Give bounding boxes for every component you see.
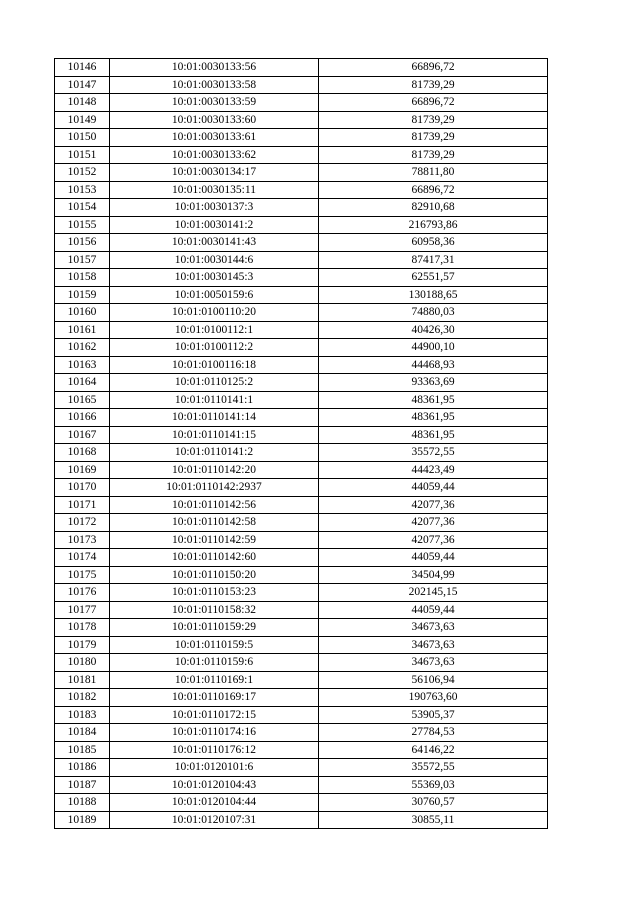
- row-number-cell: 10184: [55, 724, 110, 742]
- row-number-cell: 10164: [55, 374, 110, 392]
- table-row: [55, 514, 548, 532]
- table-row: [55, 531, 548, 549]
- cadastral-value-cell: 34673,63: [319, 636, 548, 654]
- table-row: [55, 584, 548, 602]
- cadastral-number-cell: 10:01:0100116:18: [110, 356, 319, 374]
- row-number-cell: 10179: [55, 636, 110, 654]
- cadastral-value-cell: 81739,29: [319, 111, 548, 129]
- cadastral-number-cell: 10:01:0100112:2: [110, 339, 319, 357]
- cadastral-number-cell: 10:01:0110169:1: [110, 671, 319, 689]
- cadastral-number-cell: 10:01:0110150:20: [110, 566, 319, 584]
- table-row: [55, 706, 548, 724]
- table-row: [55, 601, 548, 619]
- cadastral-number-cell: 10:01:0110159:6: [110, 654, 319, 672]
- cadastral-number-cell: 10:01:0110172:15: [110, 706, 319, 724]
- cadastral-value-cell: 55369,03: [319, 776, 548, 794]
- row-number-cell: 10152: [55, 164, 110, 182]
- cadastral-number-cell: 10:01:0110142:58: [110, 514, 319, 532]
- cadastral-value-table: [54, 58, 548, 829]
- table-row: [55, 181, 548, 199]
- cadastral-value-cell: 74880,03: [319, 304, 548, 322]
- row-number-cell: 10188: [55, 794, 110, 812]
- cadastral-number-cell: 10:01:0110158:32: [110, 601, 319, 619]
- cadastral-value-cell: 60958,36: [319, 234, 548, 252]
- cadastral-number-cell: 10:01:0110125:2: [110, 374, 319, 392]
- row-number-cell: 10181: [55, 671, 110, 689]
- cadastral-number-cell: 10:01:0030134:17: [110, 164, 319, 182]
- table-row: [55, 199, 548, 217]
- cadastral-value-cell: 44059,44: [319, 479, 548, 497]
- table-row: [55, 741, 548, 759]
- cadastral-value-cell: 66896,72: [319, 59, 548, 77]
- cadastral-value-cell: 66896,72: [319, 181, 548, 199]
- row-number-cell: 10151: [55, 146, 110, 164]
- cadastral-number-cell: 10:01:0110142:59: [110, 531, 319, 549]
- table-row: [55, 759, 548, 777]
- table-row: [55, 374, 548, 392]
- cadastral-value-cell: 44900,10: [319, 339, 548, 357]
- row-number-cell: 10172: [55, 514, 110, 532]
- cadastral-value-cell: 190763,60: [319, 689, 548, 707]
- cadastral-value-cell: 93363,69: [319, 374, 548, 392]
- cadastral-number-cell: 10:01:0110142:60: [110, 549, 319, 567]
- table-row: [55, 671, 548, 689]
- cadastral-number-cell: 10:01:0030141:43: [110, 234, 319, 252]
- row-number-cell: 10182: [55, 689, 110, 707]
- cadastral-number-cell: 10:01:0030133:58: [110, 76, 319, 94]
- table-body: [55, 59, 548, 829]
- row-number-cell: 10180: [55, 654, 110, 672]
- table-row: [55, 269, 548, 287]
- cadastral-value-cell: 34673,63: [319, 654, 548, 672]
- cadastral-value-cell: 66896,72: [319, 94, 548, 112]
- cadastral-number-cell: 10:01:0110142:2937: [110, 479, 319, 497]
- row-number-cell: 10149: [55, 111, 110, 129]
- table-row: [55, 619, 548, 637]
- cadastral-value-cell: 81739,29: [319, 129, 548, 147]
- row-number-cell: 10186: [55, 759, 110, 777]
- cadastral-value-cell: 35572,55: [319, 759, 548, 777]
- table-row: [55, 724, 548, 742]
- table-row: [55, 76, 548, 94]
- cadastral-value-cell: 53905,37: [319, 706, 548, 724]
- cadastral-value-cell: 62551,57: [319, 269, 548, 287]
- row-number-cell: 10187: [55, 776, 110, 794]
- table-row: [55, 776, 548, 794]
- cadastral-number-cell: 10:01:0030133:56: [110, 59, 319, 77]
- cadastral-value-cell: 87417,31: [319, 251, 548, 269]
- cadastral-value-cell: 42077,36: [319, 496, 548, 514]
- cadastral-number-cell: 10:01:0110176:12: [110, 741, 319, 759]
- row-number-cell: 10158: [55, 269, 110, 287]
- cadastral-number-cell: 10:01:0030141:2: [110, 216, 319, 234]
- table-row: [55, 146, 548, 164]
- table-row: [55, 339, 548, 357]
- row-number-cell: 10148: [55, 94, 110, 112]
- cadastral-value-cell: 40426,30: [319, 321, 548, 339]
- cadastral-number-cell: 10:01:0120107:31: [110, 811, 319, 829]
- table-row: [55, 356, 548, 374]
- cadastral-value-cell: 81739,29: [319, 146, 548, 164]
- table-row: [55, 321, 548, 339]
- cadastral-number-cell: 10:01:0030144:6: [110, 251, 319, 269]
- cadastral-value-cell: 48361,95: [319, 426, 548, 444]
- row-number-cell: 10146: [55, 59, 110, 77]
- cadastral-number-cell: 10:01:0100112:1: [110, 321, 319, 339]
- cadastral-value-cell: 34673,63: [319, 619, 548, 637]
- cadastral-number-cell: 10:01:0110174:16: [110, 724, 319, 742]
- row-number-cell: 10166: [55, 409, 110, 427]
- cadastral-value-cell: 35572,55: [319, 444, 548, 462]
- table-row: [55, 654, 548, 672]
- row-number-cell: 10163: [55, 356, 110, 374]
- row-number-cell: 10189: [55, 811, 110, 829]
- row-number-cell: 10162: [55, 339, 110, 357]
- row-number-cell: 10173: [55, 531, 110, 549]
- cadastral-value-cell: 56106,94: [319, 671, 548, 689]
- table-row: [55, 216, 548, 234]
- table-row: [55, 409, 548, 427]
- table-row: [55, 111, 548, 129]
- cadastral-value-cell: 202145,15: [319, 584, 548, 602]
- cadastral-number-cell: 10:01:0030133:61: [110, 129, 319, 147]
- table-row: [55, 304, 548, 322]
- row-number-cell: 10171: [55, 496, 110, 514]
- cadastral-number-cell: 10:01:0050159:6: [110, 286, 319, 304]
- table-row: [55, 794, 548, 812]
- cadastral-value-cell: 48361,95: [319, 409, 548, 427]
- cadastral-number-cell: 10:01:0110141:2: [110, 444, 319, 462]
- row-number-cell: 10167: [55, 426, 110, 444]
- row-number-cell: 10156: [55, 234, 110, 252]
- cadastral-value-cell: 27784,53: [319, 724, 548, 742]
- cadastral-value-cell: 216793,86: [319, 216, 548, 234]
- cadastral-number-cell: 10:01:0100110:20: [110, 304, 319, 322]
- cadastral-number-cell: 10:01:0030133:59: [110, 94, 319, 112]
- cadastral-number-cell: 10:01:0120104:44: [110, 794, 319, 812]
- row-number-cell: 10150: [55, 129, 110, 147]
- table-row: [55, 689, 548, 707]
- cadastral-number-cell: 10:01:0110159:29: [110, 619, 319, 637]
- cadastral-value-cell: 130188,65: [319, 286, 548, 304]
- cadastral-number-cell: 10:01:0110141:14: [110, 409, 319, 427]
- row-number-cell: 10160: [55, 304, 110, 322]
- row-number-cell: 10174: [55, 549, 110, 567]
- row-number-cell: 10176: [55, 584, 110, 602]
- cadastral-value-cell: 44468,93: [319, 356, 548, 374]
- table-row: [55, 636, 548, 654]
- row-number-cell: 10169: [55, 461, 110, 479]
- table-row: [55, 164, 548, 182]
- row-number-cell: 10168: [55, 444, 110, 462]
- cadastral-number-cell: 10:01:0120104:43: [110, 776, 319, 794]
- cadastral-value-cell: 81739,29: [319, 76, 548, 94]
- table-row: [55, 129, 548, 147]
- row-number-cell: 10161: [55, 321, 110, 339]
- table-row: [55, 234, 548, 252]
- table-row: [55, 566, 548, 584]
- row-number-cell: 10177: [55, 601, 110, 619]
- table-row: [55, 461, 548, 479]
- table-row: [55, 496, 548, 514]
- cadastral-number-cell: 10:01:0110159:5: [110, 636, 319, 654]
- table-row: [55, 286, 548, 304]
- cadastral-number-cell: 10:01:0030135:11: [110, 181, 319, 199]
- cadastral-value-cell: 42077,36: [319, 514, 548, 532]
- table-row: [55, 391, 548, 409]
- cadastral-value-cell: 30855,11: [319, 811, 548, 829]
- row-number-cell: 10170: [55, 479, 110, 497]
- cadastral-number-cell: 10:01:0030133:62: [110, 146, 319, 164]
- row-number-cell: 10153: [55, 181, 110, 199]
- table-row: [55, 59, 548, 77]
- table-row: [55, 811, 548, 829]
- cadastral-value-cell: 34504,99: [319, 566, 548, 584]
- table-row: [55, 426, 548, 444]
- cadastral-number-cell: 10:01:0030133:60: [110, 111, 319, 129]
- row-number-cell: 10183: [55, 706, 110, 724]
- cadastral-number-cell: 10:01:0110142:20: [110, 461, 319, 479]
- cadastral-value-cell: 48361,95: [319, 391, 548, 409]
- row-number-cell: 10165: [55, 391, 110, 409]
- row-number-cell: 10185: [55, 741, 110, 759]
- row-number-cell: 10154: [55, 199, 110, 217]
- table-row: [55, 549, 548, 567]
- cadastral-value-cell: 44059,44: [319, 601, 548, 619]
- row-number-cell: 10159: [55, 286, 110, 304]
- cadastral-value-cell: 64146,22: [319, 741, 548, 759]
- cadastral-value-cell: 42077,36: [319, 531, 548, 549]
- cadastral-value-cell: 78811,80: [319, 164, 548, 182]
- cadastral-number-cell: 10:01:0110142:56: [110, 496, 319, 514]
- cadastral-value-cell: 82910,68: [319, 199, 548, 217]
- row-number-cell: 10175: [55, 566, 110, 584]
- row-number-cell: 10147: [55, 76, 110, 94]
- row-number-cell: 10155: [55, 216, 110, 234]
- cadastral-number-cell: 10:01:0030137:3: [110, 199, 319, 217]
- cadastral-number-cell: 10:01:0110169:17: [110, 689, 319, 707]
- table-row: [55, 444, 548, 462]
- row-number-cell: 10157: [55, 251, 110, 269]
- table-row: [55, 94, 548, 112]
- cadastral-number-cell: 10:01:0120101:6: [110, 759, 319, 777]
- cadastral-value-cell: 30760,57: [319, 794, 548, 812]
- cadastral-value-cell: 44423,49: [319, 461, 548, 479]
- table-row: [55, 479, 548, 497]
- table-row: [55, 251, 548, 269]
- cadastral-number-cell: 10:01:0110141:15: [110, 426, 319, 444]
- cadastral-number-cell: 10:01:0110153:23: [110, 584, 319, 602]
- cadastral-number-cell: 10:01:0030145:3: [110, 269, 319, 287]
- cadastral-number-cell: 10:01:0110141:1: [110, 391, 319, 409]
- row-number-cell: 10178: [55, 619, 110, 637]
- cadastral-value-cell: 44059,44: [319, 549, 548, 567]
